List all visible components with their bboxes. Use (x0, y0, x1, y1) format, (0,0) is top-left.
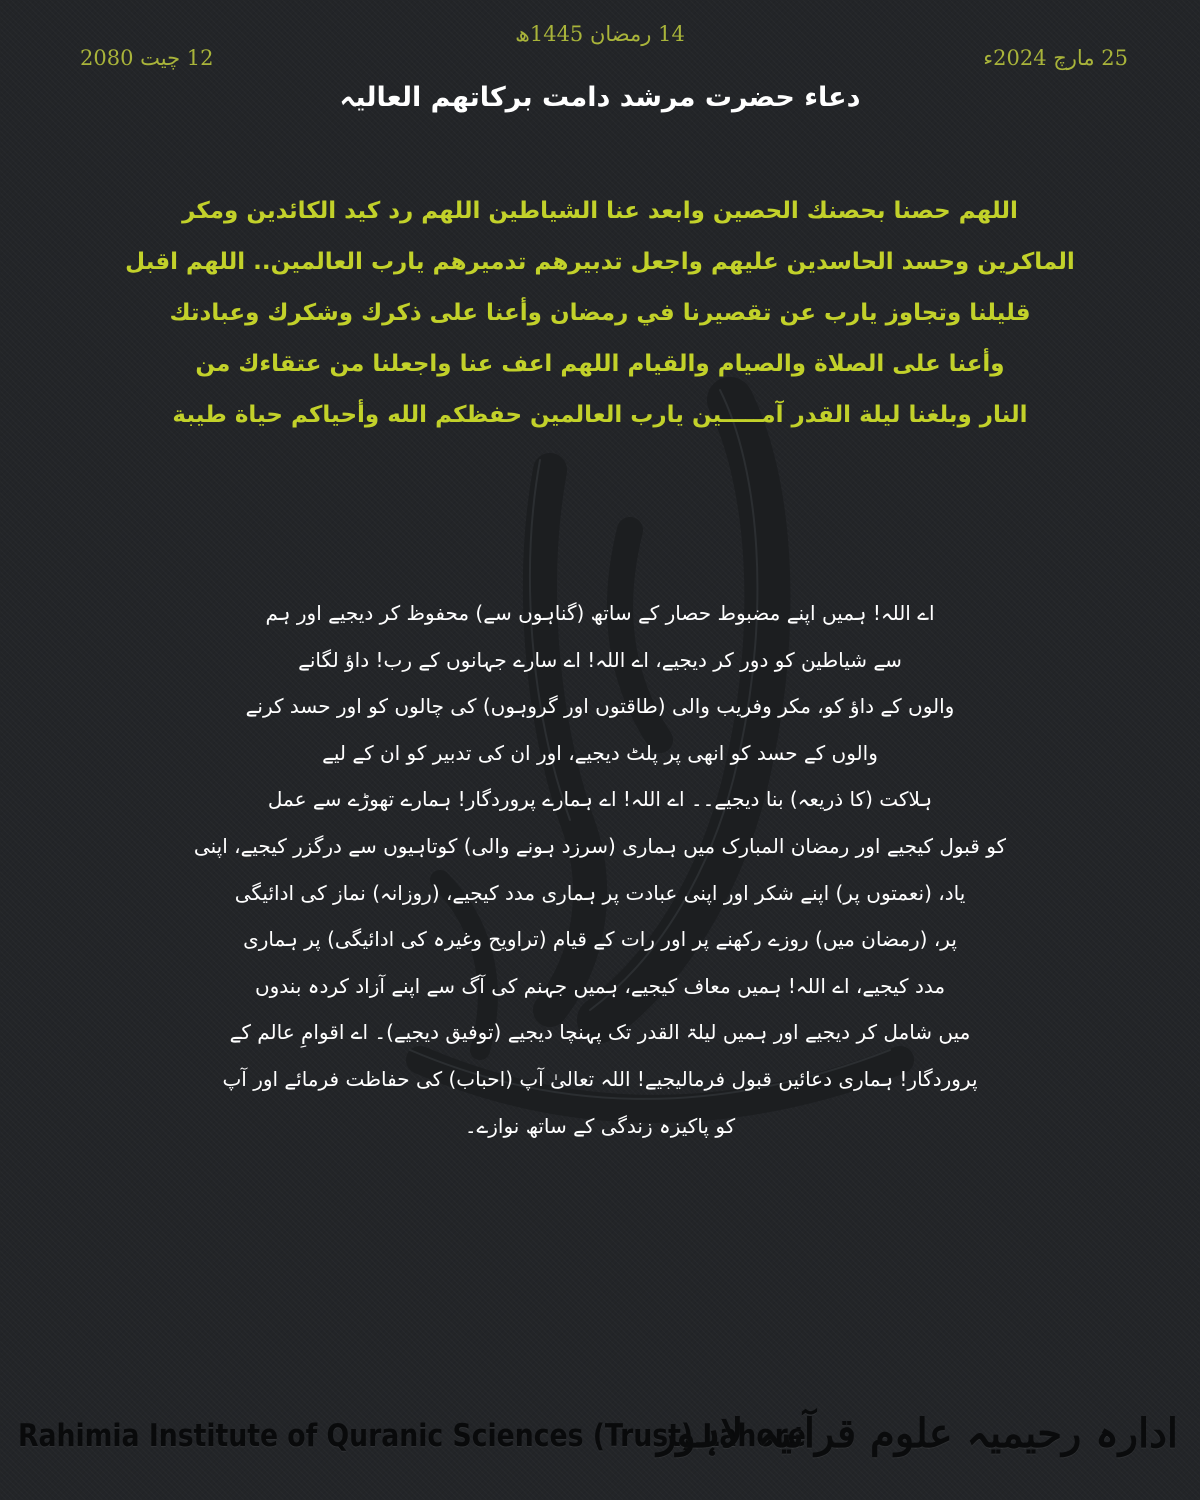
urdu-translation-line: پر، (رمضان میں) روزے رکھنے پر اور رات کے قیام (تراویح وغیرہ کی ادائیگی) پر ہماری (243, 927, 957, 952)
urdu-translation-line: ہلاکت (کا ذریعہ) بنا دیجیے۔۔ اے اللہ! اے ہمارے پروردگار! ہمارے تھوڑے سے عمل (267, 787, 933, 812)
institute-name: Rahimia Institute of Quranic Sciences (Trust) Lahore (18, 1418, 806, 1454)
footer (0, 1408, 1200, 1478)
arabic-dua-line: قليلنا وتجاوز يارب عن تقصيرنا في رمضان وأعنا على ذكرك وشكرك وعبادتك (169, 300, 1031, 326)
urdu-translation-line: والوں کے حسد کو انھی پر پلٹ دیجیے، اور ان کی تدبیر کو ان کے لیے (322, 740, 878, 765)
urdu-translation-line: میں شامل کر دیجیے اور ہمیں لیلۃ القدر تک پہنچا دیجیے (توفیق دیجیے)۔ اے اقوامِ عالم کے (229, 1020, 971, 1045)
arabic-dua-line: وأعنا على الصلاة والصيام والقيام اللهم اعف عنا واجعلنا من عتقاءك من (195, 351, 1005, 377)
bikrami-date: 12 چیت 2080 (80, 46, 214, 70)
urdu-translation-line: والوں کے داؤ کو، مکر وفریب والی (طاقتوں اور گروہوں) کی چالوں کو اور حسد کرنے (245, 694, 955, 719)
urdu-translation-line: سے شیاطین کو دور کر دیجیے، اے اللہ! اے سارے جہانوں کے رب! داؤ لگانے (298, 647, 902, 672)
arabic-dua-line: النار وبلغنا ليلة القدر آمـــــين يارب العالمين حفظكم الله وأحياكم حياة طيبة (172, 402, 1028, 428)
urdu-translation-line: مدد کیجیے، اے اللہ! ہمیں معاف کیجیے، ہمیں جہنم کی آگ سے اپنے آزاد کردہ بندوں (254, 973, 946, 998)
urdu-translation-line: یاد، (نعمتوں پر) اپنے شکر اور اپنی عبادت پر ہماری مدد کیجیے، (روزانہ) نماز کی ادائیگی (234, 880, 966, 905)
dua-title: دعاء حضرت مرشد دامت برکاتهم العالیہ (339, 82, 861, 113)
institute-logo: ادارہ رحیمیہ علوم قرآنیہ لاہور (657, 1410, 1178, 1457)
arabic-dua-line: الماكرين وحسد الحاسدين عليهم واجعل تدبيرهم تدميرهم يارب العالمين.. اللهم اقبل (125, 249, 1075, 275)
urdu-translation-line: اے اللہ! ہمیں اپنے مضبوط حصار کے ساتھ (گناہوں سے) محفوظ کر دیجیے اور ہم (265, 601, 935, 625)
urdu-translation (185, 590, 1015, 1149)
arabic-dua (95, 186, 1105, 441)
urdu-translation-line: کو قبول کیجیے اور رمضان المبارک میں ہماری (سرزد ہونے والی) کوتاہیوں سے درگزر کیجیے، اپنی (193, 833, 1007, 858)
arabic-dua-line: اللهم حصنا بحصنك الحصين وابعد عنا الشياطين اللهم رد كيد الكائدين ومكر (182, 198, 1018, 224)
gregorian-date: 25 مارچ 2024ء (983, 46, 1128, 70)
hijri-date: 14 رمضان 1445ھ (515, 22, 685, 46)
urdu-translation-line: کو پاکیزہ زندگی کے ساتھ نوازے۔ (464, 1113, 736, 1138)
urdu-translation-line: پروردگار! ہماری دعائیں قبول فرمالیجیے! اللہ تعالیٰ آپ (احباب) کی حفاظت فرمائے اور آپ (222, 1066, 978, 1091)
